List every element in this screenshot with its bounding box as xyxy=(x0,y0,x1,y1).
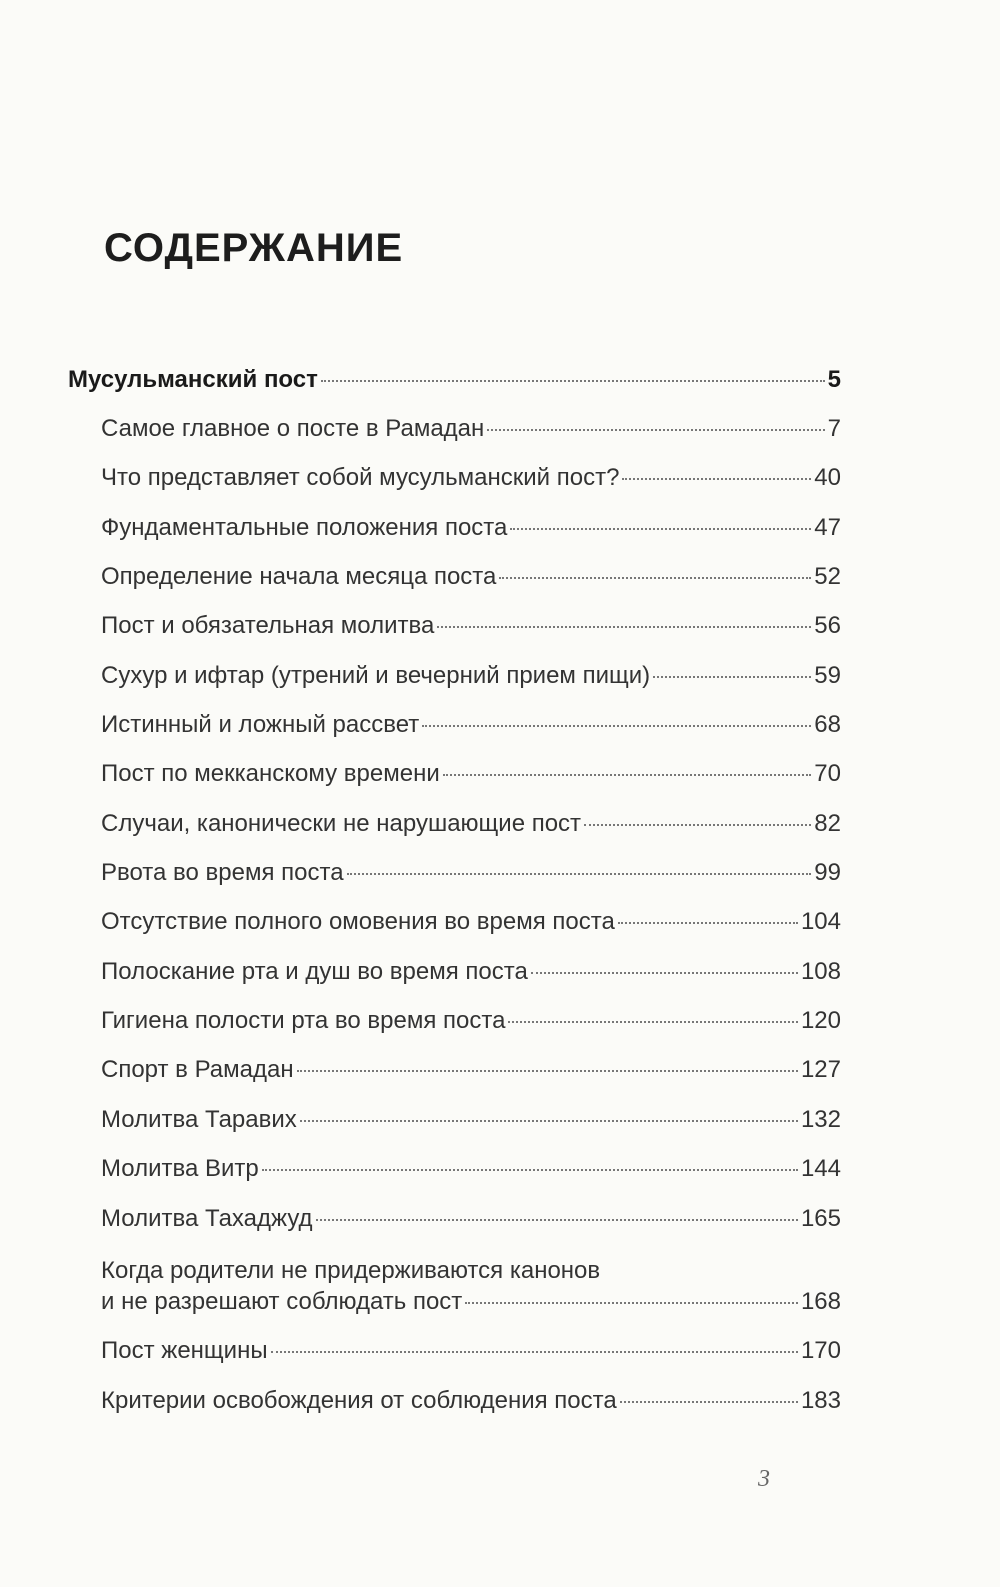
entry-page-number: 56 xyxy=(814,612,841,640)
dot-leader xyxy=(622,478,811,480)
entry-title: Пост и обязательная молитва xyxy=(101,612,435,640)
page-title: СОДЕРЖАНИЕ xyxy=(104,226,404,270)
toc-entry[interactable] xyxy=(101,1106,841,1140)
dot-leader xyxy=(443,774,812,776)
dot-leader xyxy=(487,429,824,431)
toc-section-heading[interactable] xyxy=(68,366,841,400)
entry-title-line-1: Когда родители не придерживаются канонов xyxy=(101,1256,601,1284)
entry-page-number: 144 xyxy=(800,1155,841,1183)
page-folio-number: 3 xyxy=(758,1466,770,1492)
dot-leader xyxy=(508,1021,798,1023)
entry-page-number: 168 xyxy=(800,1287,841,1315)
dot-leader xyxy=(321,380,825,382)
entry-title: Полоскание рта и душ во время поста xyxy=(101,957,528,985)
entry-page-number: 108 xyxy=(800,957,841,985)
entry-page-number: 99 xyxy=(814,859,841,887)
toc-entry[interactable] xyxy=(101,711,841,745)
dot-leader xyxy=(620,1401,798,1403)
dot-leader xyxy=(422,725,811,727)
entry-title: Спорт в Рамадан xyxy=(101,1056,294,1084)
dot-leader xyxy=(531,972,798,974)
entry-page-number: 127 xyxy=(800,1056,841,1084)
dot-leader xyxy=(653,676,811,678)
entry-page-number: 52 xyxy=(814,563,841,591)
toc-entry[interactable] xyxy=(101,760,841,794)
entry-title: Молитва Тахаджуд xyxy=(101,1204,313,1232)
dot-leader xyxy=(465,1302,798,1304)
toc-entry[interactable] xyxy=(101,1056,841,1090)
entry-title: Определение начала месяца поста xyxy=(101,563,497,591)
dot-leader xyxy=(271,1351,798,1353)
dot-leader xyxy=(510,528,811,530)
dot-leader xyxy=(347,873,812,875)
toc-entry[interactable] xyxy=(101,662,841,696)
toc-entry-multiline[interactable] xyxy=(101,1254,841,1322)
dot-leader xyxy=(316,1219,798,1221)
entry-title: Случаи, канонически не нарушающие пост xyxy=(101,809,582,837)
entry-page-number: 120 xyxy=(800,1007,841,1035)
dot-leader xyxy=(437,626,811,628)
toc-entry[interactable] xyxy=(101,1205,841,1239)
entry-title-line-2-row xyxy=(101,1288,841,1322)
entry-title: Молитва Таравих xyxy=(101,1105,297,1133)
toc-entry[interactable] xyxy=(101,415,841,449)
entry-title: Отсутствие полного омовения во время поста xyxy=(101,908,615,936)
entry-title: Критерии освобождения от соблюдения поста xyxy=(101,1386,617,1414)
entry-page-number: 104 xyxy=(800,908,841,936)
toc-entry[interactable] xyxy=(101,958,841,992)
entry-page-number: 40 xyxy=(814,464,841,492)
entry-page-number: 183 xyxy=(800,1386,841,1414)
table-of-contents xyxy=(68,366,841,1436)
toc-entry[interactable] xyxy=(101,810,841,844)
section-page-number: 5 xyxy=(827,366,841,393)
entry-title: Пост по мекканскому времени xyxy=(101,760,440,788)
entry-page-number: 68 xyxy=(814,711,841,739)
dot-leader xyxy=(584,824,811,826)
dot-leader xyxy=(262,1169,798,1171)
entry-title: Гигиена полости рта во время поста xyxy=(101,1007,506,1035)
toc-entry[interactable] xyxy=(101,1007,841,1041)
toc-entry[interactable] xyxy=(101,514,841,548)
section-title: Мусульманский пост xyxy=(68,366,318,393)
toc-entry[interactable] xyxy=(101,1387,841,1421)
entry-page-number: 170 xyxy=(800,1337,841,1365)
entry-page-number: 165 xyxy=(800,1204,841,1232)
entry-page-number: 59 xyxy=(814,661,841,689)
entry-title: Истинный и ложный рассвет xyxy=(101,711,420,739)
entry-title: Молитва Витр xyxy=(101,1155,259,1183)
toc-entry[interactable] xyxy=(101,464,841,498)
entry-page-number: 82 xyxy=(814,809,841,837)
entry-title: Фундаментальные положения поста xyxy=(101,513,508,541)
toc-entry[interactable] xyxy=(101,908,841,942)
dot-leader xyxy=(297,1070,798,1072)
toc-entry[interactable] xyxy=(101,612,841,646)
dot-leader xyxy=(499,577,811,579)
entry-page-number: 132 xyxy=(800,1105,841,1133)
entry-page-number: 70 xyxy=(814,760,841,788)
entry-title: Что представляет собой мусульманский пост? xyxy=(101,464,620,492)
toc-entry[interactable] xyxy=(101,1337,841,1371)
dot-leader xyxy=(300,1120,798,1122)
toc-entry[interactable] xyxy=(101,563,841,597)
entry-title-line-2: и не разрешают соблюдать пост xyxy=(101,1287,463,1315)
toc-entry[interactable] xyxy=(101,859,841,893)
entry-page-number: 47 xyxy=(814,513,841,541)
entry-title: Сухур и ифтар (утрений и вечерний прием пищи) xyxy=(101,661,651,689)
entry-title: Рвота во время поста xyxy=(101,859,344,887)
entry-title: Самое главное о посте в Рамадан xyxy=(101,415,485,442)
entry-page-number: 7 xyxy=(827,415,841,442)
dot-leader xyxy=(618,922,798,924)
entry-title: Пост женщины xyxy=(101,1337,268,1365)
toc-entry[interactable] xyxy=(101,1155,841,1189)
